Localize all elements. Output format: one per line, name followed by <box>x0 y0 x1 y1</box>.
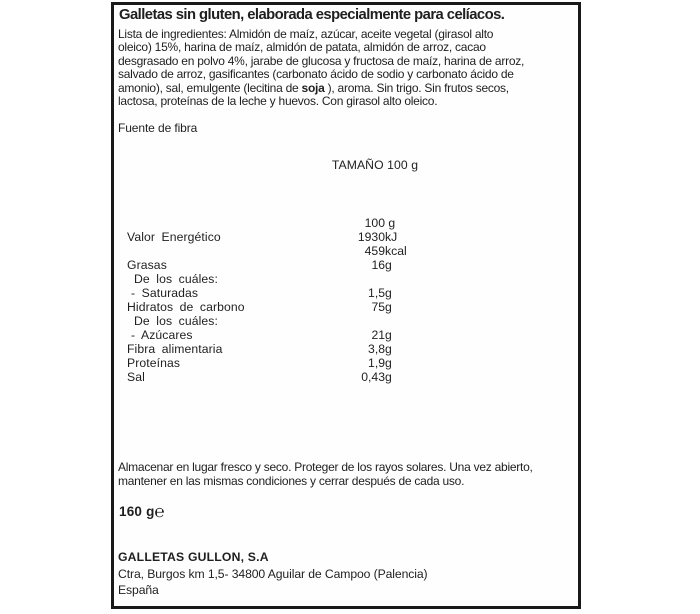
nutrition-row <box>118 230 570 244</box>
nutrition-row <box>118 370 570 384</box>
nutrition-value <box>304 314 385 328</box>
manufacturer-name: GALLETAS GULLON, S.A <box>118 550 269 564</box>
nutrition-label: Hidratos de carbono <box>127 300 245 314</box>
ingredient-line: oleico) 15%, harina de maíz, almidón de patata, almidón de arroz, cacao <box>118 40 486 55</box>
nutrition-row <box>118 356 570 370</box>
product-label-box <box>111 2 581 609</box>
allergen-soja: soja <box>301 80 325 95</box>
nutrition-value: 1930kJ <box>357 230 398 244</box>
estimated-sign: ℮ <box>154 502 165 521</box>
product-title: Galletas sin gluten, elaborada especialmente para celíacos. <box>119 7 505 23</box>
nutrition-label: Valor Energético <box>127 230 221 244</box>
nutrition-value: 0,43g <box>361 370 392 384</box>
net-weight <box>119 502 165 522</box>
ingredient-line <box>118 82 524 95</box>
storage-instructions <box>118 460 533 488</box>
ingredient-line: lactosa, proteínas de la leche y huevos. Con girasol alto oleico. <box>118 93 438 108</box>
ingredient-text-pre: amonio), sal, emulgente (lecitina de <box>118 80 302 95</box>
nutrition-row <box>118 314 570 328</box>
nutrition-value: 100 g <box>364 216 396 230</box>
nutrition-row <box>118 300 570 314</box>
nutrition-value: 21g <box>371 328 392 342</box>
storage-line: Almacenar en lugar fresco y seco. Proteger de los rayos solares. Una vez abierto, <box>118 460 533 474</box>
manufacturer-country: España <box>118 583 159 597</box>
nutrition-label: - Saturadas <box>131 286 199 300</box>
nutrition-value: 1,9g <box>368 356 392 370</box>
manufacturer-address: Ctra, Burgos km 1,5- 34800 Aguilar de Campoo (Palencia) <box>118 566 428 581</box>
nutrition-row <box>118 286 570 300</box>
manufacturer-block <box>118 549 428 599</box>
nutrition-label: Sal <box>127 370 145 384</box>
net-weight-value: 160 g <box>119 504 155 519</box>
fiber-claim: Fuente de fibra <box>118 121 198 135</box>
nutrition-label: De los cuáles: <box>134 314 218 328</box>
serving-size-header: TAMAÑO 100 g <box>331 158 419 172</box>
nutrition-row <box>118 328 570 342</box>
nutrition-label: De los cuáles: <box>134 272 218 286</box>
nutrition-row <box>118 258 570 272</box>
ingredient-line: salvado de arroz, gasificantes (carbonato ácido de sodio y carbonato ácido de <box>118 67 514 82</box>
nutrition-value: 75g <box>371 300 392 314</box>
nutrition-value: 459kcal <box>364 244 407 258</box>
nutrition-label: Grasas <box>127 258 167 272</box>
nutrition-table <box>118 216 570 384</box>
ingredients-text <box>118 28 524 108</box>
nutrition-value: 1,5g <box>368 286 392 300</box>
nutrition-label: - Azúcares <box>131 328 193 342</box>
nutrition-row <box>118 272 570 286</box>
ingredient-text-post: ), aroma. Sin trigo. Sin frutos secos, <box>324 80 509 95</box>
storage-line: mantener en las mismas condiciones y cerrar después de cada uso. <box>118 474 465 488</box>
nutrition-value <box>304 272 385 286</box>
nutrition-label: Fibra alimentaria <box>127 342 223 356</box>
nutrition-row <box>118 244 570 258</box>
nutrition-row <box>118 216 570 230</box>
nutrition-label: Proteínas <box>127 356 181 370</box>
nutrition-value: 16g <box>371 258 392 272</box>
ingredient-line: Lista de ingredientes: Almidón de maíz, azúcar, aceite vegetal (girasol alto <box>118 27 494 41</box>
nutrition-value: 3,8g <box>368 342 392 356</box>
ingredient-line: desgrasado en polvo 4%, jarabe de glucosa y fructosa de maíz, harina de arroz, <box>118 53 525 68</box>
nutrition-row <box>118 342 570 356</box>
